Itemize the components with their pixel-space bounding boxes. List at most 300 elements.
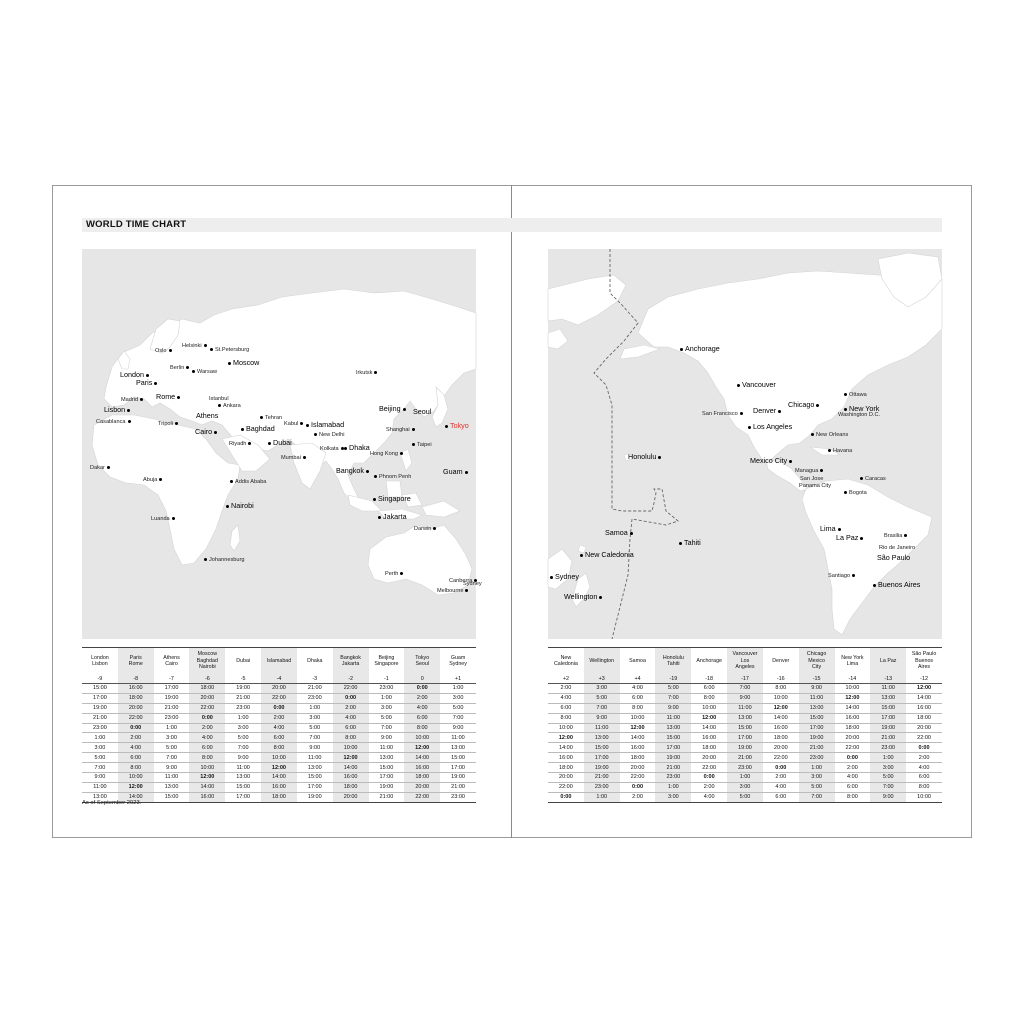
city-name: Dubai: [273, 438, 292, 447]
city-label: [151, 517, 175, 523]
time-cell: 8:00: [691, 693, 727, 703]
city-label: [260, 416, 282, 422]
time-cell: 17:00: [297, 782, 333, 792]
city-label: [170, 366, 189, 372]
city-name: Sydney: [463, 581, 482, 587]
city-label: [378, 513, 407, 520]
time-cell: 18:00: [548, 763, 584, 773]
time-cell: 20:00: [835, 733, 871, 743]
time-offset-cell: -5: [225, 674, 261, 684]
time-offset-cell: -4: [261, 674, 297, 684]
time-offset-cell: -18: [691, 674, 727, 684]
city-name: Anchorage: [685, 344, 720, 353]
city-dot-icon: [737, 384, 740, 387]
table-row: [82, 723, 476, 733]
city-label: [195, 428, 217, 435]
time-cell: 14:00: [835, 703, 871, 713]
city-label: [314, 433, 345, 439]
time-cell: 19:00: [82, 703, 118, 713]
time-cell: 21:00: [655, 763, 691, 773]
column-header-line: Angeles: [735, 664, 755, 671]
column-header-line: Samoa: [629, 657, 646, 664]
page-title: WORLD TIME CHART: [86, 219, 187, 230]
city-dot-icon: [860, 477, 863, 480]
time-cell: 10:00: [333, 743, 369, 753]
city-name: Oslo: [155, 348, 167, 354]
time-table-right: [548, 647, 942, 803]
time-cell: 0:00: [835, 753, 871, 763]
time-cell: 2:00: [763, 773, 799, 783]
time-cell: 23:00: [870, 743, 906, 753]
column-header-line: Dubai: [236, 657, 251, 664]
time-cell: 12:00: [261, 763, 297, 773]
time-cell: 16:00: [548, 753, 584, 763]
column-header: [369, 648, 405, 675]
city-name: São Paulo: [877, 553, 911, 562]
time-cell: 8:00: [118, 763, 154, 773]
time-cell: 7:00: [225, 743, 261, 753]
city-name: Tehran: [265, 415, 283, 421]
time-offset-cell: +3: [584, 674, 620, 684]
time-cell: 10:00: [835, 684, 871, 694]
time-cell: 17:00: [584, 753, 620, 763]
time-cell: 17:00: [440, 763, 476, 773]
time-cell: 23:00: [799, 753, 835, 763]
city-dot-icon: [816, 404, 819, 407]
column-header: [620, 648, 656, 675]
time-cell: 14:00: [620, 733, 656, 743]
time-cell: 21:00: [154, 703, 190, 713]
table-row: [548, 713, 942, 723]
time-cell: 16:00: [333, 773, 369, 783]
time-offset-cell: -9: [82, 674, 118, 684]
time-cell: 5:00: [225, 733, 261, 743]
city-name: Tripoli: [158, 421, 174, 427]
city-name: Ottawa: [849, 392, 867, 398]
time-cell: 7:00: [369, 723, 405, 733]
city-dot-icon: [192, 370, 195, 373]
time-cell: 12:00: [620, 723, 656, 733]
time-cell: 3:00: [584, 684, 620, 694]
city-name: Panama City: [799, 483, 832, 489]
time-cell: 0:00: [691, 773, 727, 783]
column-header-line: Cairo: [165, 661, 178, 667]
time-cell: 22:00: [548, 782, 584, 792]
city-label: [385, 572, 403, 578]
city-name: Riyadh: [229, 441, 247, 447]
time-cell: 9:00: [655, 703, 691, 713]
city-label: [306, 421, 344, 428]
city-label: [799, 484, 831, 490]
city-dot-icon: [169, 349, 172, 352]
time-cell: 21:00: [440, 782, 476, 792]
footnote: As of September 2023.: [82, 800, 142, 806]
time-cell: 21:00: [584, 773, 620, 783]
table-row: [82, 773, 476, 783]
time-cell: 19:00: [584, 763, 620, 773]
time-cell: 0:00: [333, 693, 369, 703]
time-cell: 19:00: [727, 743, 763, 753]
time-cell: 9:00: [584, 713, 620, 723]
time-cell: 14:00: [906, 693, 942, 703]
table-row: [82, 713, 476, 723]
city-label: [445, 422, 469, 429]
city-dot-icon: [465, 589, 468, 592]
time-cell: 0:00: [189, 713, 225, 723]
table-row: [82, 782, 476, 792]
column-header-line: New York: [841, 654, 864, 661]
city-label: [550, 573, 579, 580]
time-cell: 16:00: [763, 723, 799, 733]
time-cell: 22:00: [906, 733, 942, 743]
time-offset-cell: 0: [404, 674, 440, 684]
city-label: [374, 475, 411, 481]
map-americas: [548, 249, 942, 639]
column-header: [118, 648, 154, 675]
time-cell: 10:00: [691, 703, 727, 713]
city-label: [320, 447, 344, 453]
time-cell: 0:00: [763, 763, 799, 773]
city-name: Abuja: [143, 477, 158, 483]
column-header-line: Wellington: [589, 657, 615, 664]
city-label: [204, 558, 244, 564]
city-name: Lisbon: [104, 405, 126, 414]
column-header-line: Sydney: [449, 661, 467, 667]
column-header: [835, 648, 871, 675]
column-header-line: Lisbon: [92, 661, 108, 667]
column-header-line: Aires: [918, 664, 931, 671]
time-cell: 6:00: [333, 723, 369, 733]
city-name: Lima: [820, 524, 836, 533]
time-cell: 9:00: [440, 723, 476, 733]
column-header-line: Honolulu: [662, 654, 684, 661]
time-cell: 1:00: [584, 792, 620, 802]
time-cell: 17:00: [870, 713, 906, 723]
time-cell: 10:00: [189, 763, 225, 773]
time-cell: 19:00: [870, 723, 906, 733]
time-cell: 13:00: [225, 773, 261, 783]
city-name: Mexico City: [750, 456, 788, 465]
time-cell: 3:00: [870, 763, 906, 773]
time-cell: 7:00: [584, 703, 620, 713]
time-cell: 1:00: [369, 693, 405, 703]
city-label: [877, 554, 910, 561]
time-cell: 1:00: [870, 753, 906, 763]
time-cell: 22:00: [404, 792, 440, 802]
time-cell: 13:00: [727, 713, 763, 723]
city-dot-icon: [374, 475, 377, 478]
city-label: [96, 420, 131, 426]
time-cell: 7:00: [870, 782, 906, 792]
city-dot-icon: [204, 344, 207, 347]
city-name: Canberra: [449, 578, 473, 584]
city-name: Rio de Janeiro: [879, 545, 916, 551]
city-label: [228, 359, 259, 366]
city-dot-icon: [228, 362, 231, 365]
time-cell: 6:00: [906, 773, 942, 783]
time-cell: 12:00: [691, 713, 727, 723]
column-header-line: Baghdad: [196, 657, 218, 664]
city-dot-icon: [748, 426, 751, 429]
city-dot-icon: [300, 422, 303, 425]
city-dot-icon: [107, 466, 110, 469]
column-header-line: Guam: [450, 654, 466, 661]
city-dot-icon: [154, 382, 157, 385]
city-label: [90, 466, 110, 472]
time-cell: 6:00: [189, 743, 225, 753]
time-cell: 8:00: [333, 733, 369, 743]
time-cell: 0:00: [548, 792, 584, 802]
time-cell: 14:00: [261, 773, 297, 783]
time-cell: 20:00: [763, 743, 799, 753]
time-cell: 10:00: [118, 773, 154, 783]
time-cell: 16:00: [189, 792, 225, 802]
column-header-line: Seoul: [415, 661, 429, 667]
table-row: [82, 693, 476, 703]
time-offset-cell: -17: [727, 674, 763, 684]
time-cell: 14:00: [548, 743, 584, 753]
time-cell: 16:00: [118, 684, 154, 694]
column-header: [655, 648, 691, 675]
city-name: Bogota: [849, 490, 867, 496]
time-cell: 15:00: [655, 733, 691, 743]
column-header: [870, 648, 906, 675]
city-name: La Paz: [836, 533, 859, 542]
time-cell: 23:00: [584, 782, 620, 792]
time-cell: 1:00: [82, 733, 118, 743]
time-cell: 5:00: [799, 782, 835, 792]
column-header-line: Tokyo: [415, 654, 430, 661]
city-label: [828, 574, 855, 580]
title-band-right: [511, 218, 942, 232]
time-cell: 4:00: [548, 693, 584, 703]
time-cell: 2:00: [906, 753, 942, 763]
time-cell: 0:00: [261, 703, 297, 713]
city-dot-icon: [838, 528, 841, 531]
time-cell: 20:00: [691, 753, 727, 763]
city-name: Berlin: [170, 365, 185, 371]
city-label: [820, 525, 841, 532]
time-cell: 5:00: [297, 723, 333, 733]
column-header-line: Denver: [772, 657, 790, 664]
city-dot-icon: [210, 348, 213, 351]
time-cell: 18:00: [189, 684, 225, 694]
time-cell: 15:00: [297, 773, 333, 783]
time-cell: 0:00: [906, 743, 942, 753]
time-cell: 21:00: [870, 733, 906, 743]
time-cell: 1:00: [655, 782, 691, 792]
city-name: Perth: [385, 571, 399, 577]
time-cell: 22:00: [333, 684, 369, 694]
time-cell: 9:00: [727, 693, 763, 703]
column-header: [763, 648, 799, 675]
column-header: [189, 648, 225, 675]
city-name: Bangkok: [336, 466, 364, 475]
city-name: Hong Kong: [370, 451, 398, 457]
time-cell: 13:00: [82, 792, 118, 802]
city-name: London: [120, 370, 144, 379]
table-header-row: [548, 648, 942, 675]
book-spine: [511, 185, 512, 838]
time-cell: 6:00: [261, 733, 297, 743]
city-label: [386, 428, 415, 434]
column-header-line: Athens: [163, 654, 180, 661]
time-cell: 15:00: [584, 743, 620, 753]
time-cell: 20:00: [189, 693, 225, 703]
city-label: [268, 439, 292, 446]
time-cell: 4:00: [906, 763, 942, 773]
city-name: Taipei: [417, 442, 432, 448]
time-cell: 19:00: [655, 753, 691, 763]
time-offset-cell: -8: [118, 674, 154, 684]
city-label: [443, 468, 468, 475]
time-cell: 1:00: [297, 703, 333, 713]
time-cell: 18:00: [906, 713, 942, 723]
city-name: Luanda: [151, 516, 170, 522]
column-header-line: Nairobi: [198, 664, 216, 671]
time-offset-cell: -1: [369, 674, 405, 684]
time-cell: 11:00: [225, 763, 261, 773]
city-name: Paris: [136, 378, 153, 387]
time-cell: 20:00: [261, 684, 297, 694]
time-cell: 5:00: [655, 684, 691, 694]
time-cell: 11:00: [154, 773, 190, 783]
time-cell: 20:00: [548, 773, 584, 783]
city-dot-icon: [412, 428, 415, 431]
time-cell: 1:00: [799, 763, 835, 773]
time-cell: 9:00: [799, 684, 835, 694]
city-label: [104, 406, 130, 413]
column-header: [727, 648, 763, 675]
time-cell: 8:00: [404, 723, 440, 733]
city-dot-icon: [186, 366, 189, 369]
city-name: Ankara: [223, 403, 241, 409]
time-cell: 18:00: [835, 723, 871, 733]
column-header-line: Mexico: [808, 657, 825, 664]
column-header: [297, 648, 333, 675]
city-label: [281, 456, 306, 462]
city-label: [230, 480, 266, 486]
time-cell: 15:00: [727, 723, 763, 733]
city-label: [753, 407, 781, 414]
city-dot-icon: [828, 449, 831, 452]
time-cell: 2:00: [548, 684, 584, 694]
time-cell: 22:00: [691, 763, 727, 773]
column-header-line: Islamabad: [266, 657, 292, 664]
time-cell: 6:00: [691, 684, 727, 694]
city-dot-icon: [140, 398, 143, 401]
city-label: [463, 582, 482, 588]
city-dot-icon: [445, 425, 448, 428]
time-cell: 8:00: [261, 743, 297, 753]
time-cell: 18:00: [333, 782, 369, 792]
column-header-line: Rome: [128, 661, 143, 667]
time-cell: 22:00: [620, 773, 656, 783]
time-offset-cell: -14: [835, 674, 871, 684]
time-cell: 11:00: [82, 782, 118, 792]
city-name: Melbourne: [437, 588, 464, 594]
time-cell: 17:00: [799, 723, 835, 733]
column-header-line: Caledonia: [553, 661, 578, 667]
time-offset-cell: +2: [548, 674, 584, 684]
time-cell: 3:00: [440, 693, 476, 703]
time-cell: 9:00: [82, 773, 118, 783]
time-cell: 1:00: [440, 684, 476, 694]
time-cell: 17:00: [154, 684, 190, 694]
time-cell: 11:00: [440, 733, 476, 743]
time-cell: 2:00: [118, 733, 154, 743]
time-cell: 12:00: [189, 773, 225, 783]
city-label: [811, 433, 848, 439]
time-cell: 8:00: [763, 684, 799, 694]
time-cell: 3:00: [369, 703, 405, 713]
time-cell: 18:00: [691, 743, 727, 753]
time-cell: 23:00: [297, 693, 333, 703]
column-header-line: Vancouver: [732, 651, 758, 658]
time-cell: 21:00: [799, 743, 835, 753]
city-label: [356, 371, 377, 377]
time-table-left: [82, 647, 476, 803]
city-name: Istanbul: [209, 396, 229, 402]
time-cell: 16:00: [906, 703, 942, 713]
time-cell: 22:00: [763, 753, 799, 763]
city-dot-icon: [658, 456, 661, 459]
time-cell: 19:00: [154, 693, 190, 703]
city-label: [192, 370, 217, 376]
city-name: New Caledonia: [585, 550, 634, 559]
city-dot-icon: [248, 442, 251, 445]
time-cell: 1:00: [225, 713, 261, 723]
city-name: Los Angeles: [753, 422, 793, 431]
city-name: Tokyo: [450, 421, 469, 430]
column-header-line: Chicago: [806, 651, 827, 658]
city-name: Buenos Aires: [878, 580, 921, 589]
city-label: [155, 349, 172, 355]
time-cell: 4:00: [763, 782, 799, 792]
time-cell: 0:00: [404, 684, 440, 694]
table-row: [82, 684, 476, 694]
column-header-line: City: [812, 664, 822, 671]
time-cell: 5:00: [440, 703, 476, 713]
city-label: [737, 381, 776, 388]
time-cell: 21:00: [297, 684, 333, 694]
city-dot-icon: [128, 420, 131, 423]
time-cell: 9:00: [369, 733, 405, 743]
time-cell: 2:00: [189, 723, 225, 733]
time-cell: 0:00: [620, 782, 656, 792]
time-cell: 15:00: [82, 684, 118, 694]
column-header: [225, 648, 261, 675]
city-dot-icon: [820, 469, 823, 472]
time-cell: 15:00: [440, 753, 476, 763]
city-dot-icon: [260, 416, 263, 419]
city-label: [229, 442, 251, 448]
table-header-row: [82, 648, 476, 675]
time-cell: 11:00: [655, 713, 691, 723]
column-header-line: Beijing: [378, 654, 395, 661]
city-name: Chicago: [788, 400, 815, 409]
city-name: Cairo: [195, 427, 213, 436]
time-cell: 10:00: [548, 723, 584, 733]
table-offset-row: [82, 674, 476, 684]
time-cell: 17:00: [82, 693, 118, 703]
city-label: [182, 344, 207, 350]
time-offset-cell: -3: [297, 674, 333, 684]
time-cell: 15:00: [799, 713, 835, 723]
time-cell: 19:00: [369, 782, 405, 792]
city-dot-icon: [811, 433, 814, 436]
column-header-line: Buenos: [915, 657, 934, 664]
